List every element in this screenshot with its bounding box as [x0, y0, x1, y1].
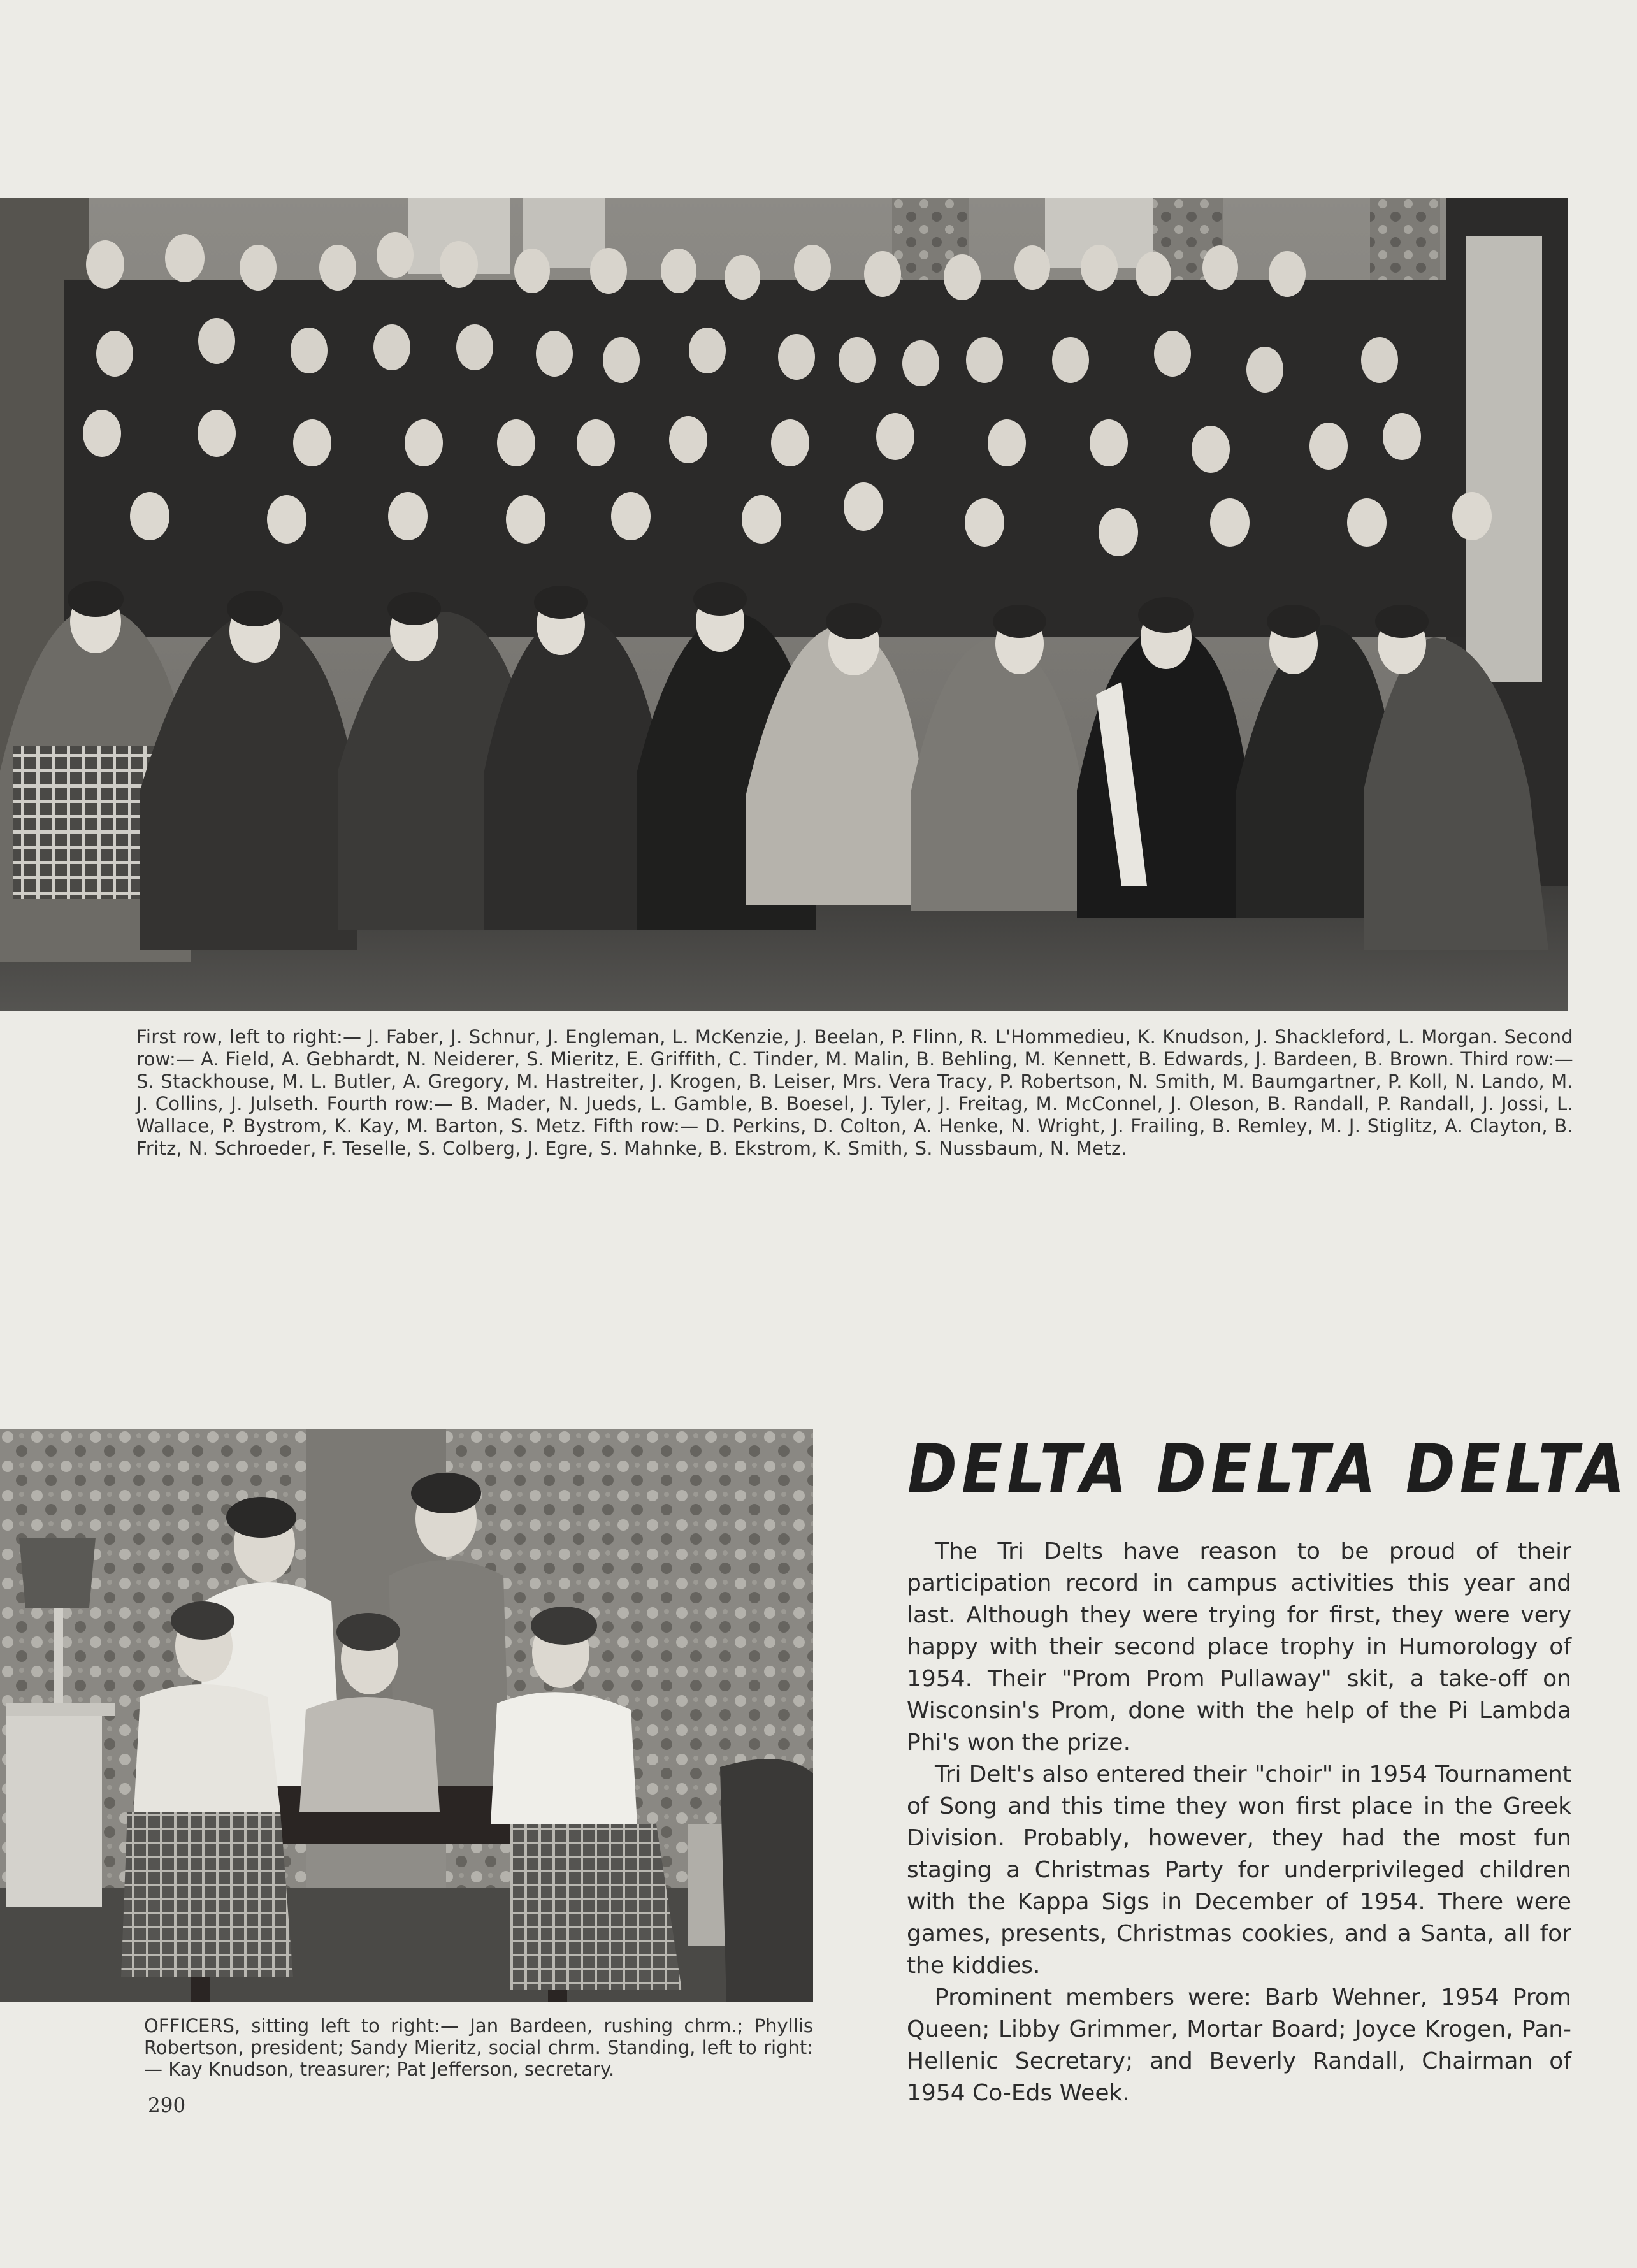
group-photo-image	[0, 198, 1568, 1011]
group-photo	[0, 198, 1568, 1011]
chapter-heading: DELTA DELTA DELTA	[907, 1431, 1629, 1509]
group-photo-caption: First row, left to right:— J. Faber, J. Schnur, J. Engleman, L. McKenzie, J. Beelan, P. Flinn, R. L'Hommedieu, K. Knudson, J. Shackleford, L. Morgan. Second row:— A. Field, A. Gebhardt, N. Neiderer, S. Mieritz, E. Griffith, C. Tinder, M. Malin, B. Behling, M. Kennett, B. Edwards, J. Bardeen, B. Brown. Third row:— S. Stackhouse, M. L. Butler, A. Gregory, M. Hastreiter, J. Krogen, B. Leiser, Mrs. Vera Tracy, P. Robertson, N. Smith, M. Baumgartner, P. Koll, N. Lando, M. J. Collins, J. Julseth. Fourth row:— B. Mader, N. Jueds, L. Gamble, B. Boesel, J. Tyler, J. Freitag, M. McConnel, J. Oleson, B. Randall, P. Randall, J. Jossi, L. Wallace, P. Bystrom, K. Kay, M. Barton, S. Metz. Fifth row:— D. Perkins, D. Colton, A. Henke, N. Wright, J. Frailing, B. Remley, M. J. Stiglitz, A. Clayton, B. Fritz, N. Schroeder, F. Teselle, S. Colberg, J. Egre, S. Mahnke, B. Ekstrom, K. Smith, S. Nussbaum, N. Metz.	[136, 1026, 1573, 1159]
article-paragraph: The Tri Delts have reason to be proud of their participation record in campus activities this year and last. Although they were trying for first, they were very happy with their second place trophy in Humorology of 1954. Their "Prom Prom Pullaway" skit, a take-off on Wisconsin's Prom, done with the help of the Pi Lambda Phi's won the prize.	[907, 1538, 1571, 1756]
officers-photo	[0, 1429, 813, 2002]
officers-photo-caption: OFFICERS, sitting left to right:— Jan Bardeen, rushing chrm.; Phyllis Robertson, president; Sandy Mieritz, social chrm. Standing, left to right:— Kay Knudson, treasurer; Pat Jefferson, secretary.	[144, 2015, 813, 2080]
page-number: 290	[148, 2094, 186, 2117]
officers-photo-image	[0, 1429, 813, 2002]
article-paragraph: Prominent members were: Barb Wehner, 1954 Prom Queen; Libby Grimmer, Mortar Board; Joyce Krogen, Pan-Hellenic Secretary; and Beverly Randall, Chairman of 1954 Co-Eds Week.	[907, 1984, 1571, 2106]
article-paragraph: Tri Delt's also entered their "choir" in 1954 Tournament of Song and this time they won first place in the Greek Division. Probably, however, they had the most fun staging a Christmas Party for underprivileged children with the Kappa Sigs in December of 1954. There were games, presents, Christmas cookies, and a Santa, all for the kiddies.	[907, 1761, 1571, 1979]
article-body	[907, 1536, 1571, 2109]
